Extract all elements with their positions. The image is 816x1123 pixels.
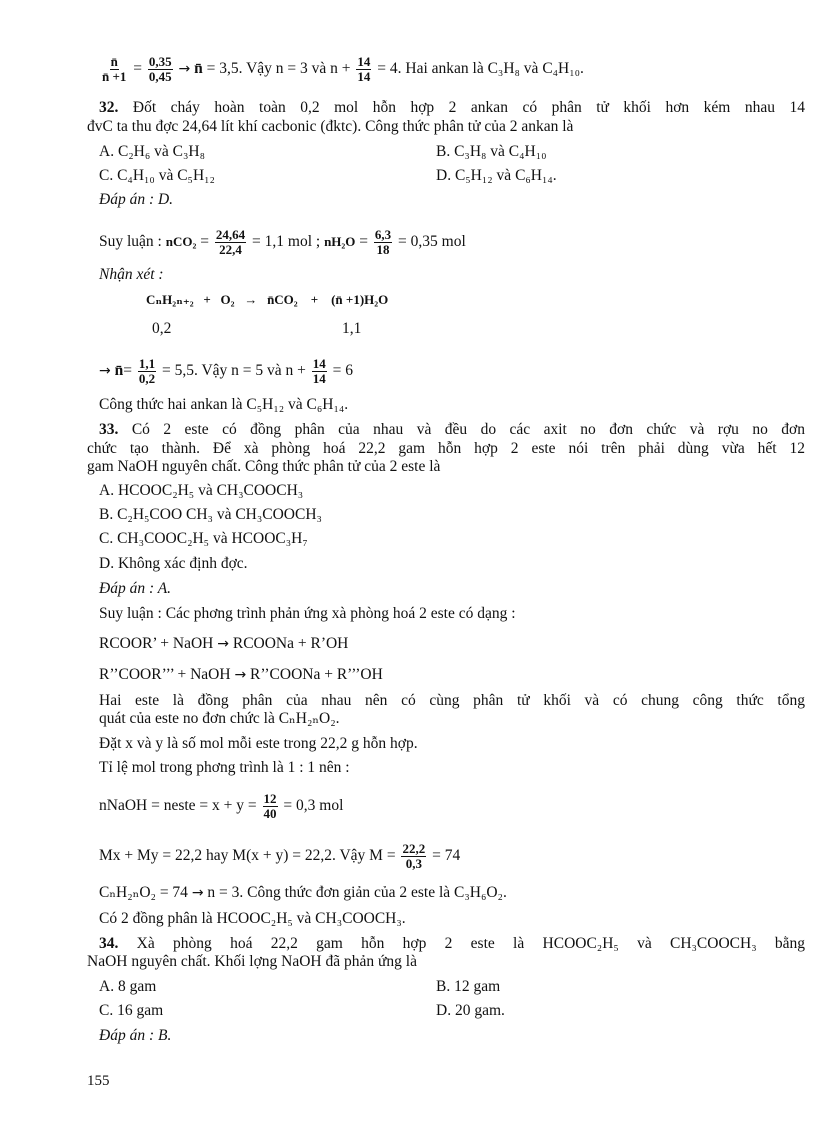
fraction-co2: $\frac{24,64}{22,4}$ — [215, 227, 246, 257]
q34-option-b: B. 12 gam — [436, 978, 501, 995]
q33-reaction1: RCOOR’ + NaOH → RCOONa + R’OH — [99, 635, 349, 652]
q33-question-line3: gam NaOH nguyên chất. Công thức phân tử của 2 este là — [87, 458, 441, 475]
fraction-12-40: $\frac{12}{40}$ — [263, 791, 277, 821]
q32-answer: Đáp án : D. — [99, 191, 174, 208]
q33-suy-luan: Suy luận : Các phơng trình phản ứng xà phòng hoá 2 este có dạng : — [99, 605, 516, 622]
q33-reaction2: R’’COOR’’’ + NaOH → R’’COONa + R’’’OH — [99, 666, 383, 683]
q33-para1-line2: quát của este no đơn chức là CₙH₂ₙO₂. — [99, 710, 340, 727]
q32-coef-right: 1,1 — [342, 320, 362, 337]
q33-option-c: C. CH₃COOC₂H₅ và HCOOC₃H₇ — [99, 530, 308, 547]
q32-option-c: C. C₄H₁₀ và C₅H₁₂ — [99, 167, 215, 184]
fraction-14-14-b: $\frac{14}{14}$ — [312, 356, 326, 386]
q32-nhan-xet: Nhận xét : — [99, 266, 164, 283]
q34-option-c: C. 16 gam — [99, 1002, 164, 1019]
q34-question-line2: NaOH nguyên chất. Khối lợng NaOH đã phản ứng là — [87, 953, 417, 970]
q33-para2: Đặt x và y là số mol mỗi este trong 22,2 g hỗn hợp. — [99, 735, 418, 752]
q32-question-line1: 32. Đốt cháy hoàn toàn 0,2 mol hỗn hợp 2 ankan có phân tử khối hơn kém nhau 14 — [99, 99, 806, 116]
q32-suy-luan: Suy luận : nCO₂ = $\frac{24,64}{22,4}$ = 1,1 mol ; nH₂O = $\frac{6,3}{18}$ = 0,35 mol — [99, 227, 466, 257]
fraction-11-02: $\frac{1,1}{0,2}$ — [138, 356, 156, 386]
intro-equation-line: $\frac{n̄}{n̄ +1}$ = $\frac{0,35}{0,45}$ → n̄ = 3,5. Vậy n = 3 và n + $\frac{14}{14}$ = 4. Hai ankan là C₃H₈ và C₄H₁₀. — [102, 54, 584, 84]
q33-conclusion: Có 2 đồng phân là HCOOC₂H₅ và CH₃COOCH₃. — [99, 910, 406, 927]
q33-mass-line: Mx + My = 22,2 hay M(x + y) = 22,2. Vậy M = $\frac{22,2}{0,3}$ = 74 — [99, 841, 461, 871]
q32-conclusion: Công thức hai ankan là C₅H₁₂ và C₆H₁₄. — [99, 396, 349, 413]
q34-question-line1: 34. Xà phòng hoá 22,2 gam hỗn hợp 2 este là HCOOC₂H₅ và CH₃COOCH₃ bằng — [99, 935, 806, 952]
fraction-h2o: $\frac{6,3}{18}$ — [374, 227, 392, 257]
q33-answer: Đáp án : A. — [99, 580, 172, 597]
q33-question-line1: 33. Có 2 este có đồng phân của nhau và đều do các axit no đơn chức và rợu no đơn — [99, 421, 805, 438]
fraction-035-045: $\frac{0,35}{0,45}$ — [148, 54, 172, 84]
q32-nbar-line: → n̄= $\frac{1,1}{0,2}$ = 5,5. Vậy n = 5 và n + $\frac{14}{14}$ = 6 — [99, 356, 354, 386]
fraction-222-03: $\frac{22,2}{0,3}$ — [402, 841, 426, 871]
q33-option-d: D. Không xác định đợc. — [99, 555, 248, 572]
fraction-nbar: $\frac{n̄}{n̄ +1}$ — [102, 54, 127, 84]
q32-coef-left: 0,2 — [152, 320, 172, 337]
q32-option-d: D. C₅H₁₂ và C₆H₁₄. — [436, 167, 557, 184]
q33-para1-line1: Hai este là đồng phân của nhau nên có cùng phân tử khối và có chung công thức tổng — [99, 692, 805, 709]
q33-question-line2: chức tạo thành. Để xà phòng hoá 22,2 gam hỗn hợp 2 este nói trên phải dùng vừa hết 12 — [87, 440, 805, 457]
page-number: 155 — [87, 1073, 110, 1089]
q32-question-line2: đvC ta thu đợc 24,64 lít khí cacbonic (đktc). Công thức phân tử của 2 ankan là — [87, 118, 574, 135]
q33-para3: Tỉ lệ mol trong phơng trình là 1 : 1 nên : — [99, 759, 350, 776]
q32-option-b: B. C₃H₈ và C₄H₁₀ — [436, 143, 547, 160]
q33-option-a: A. HCOOC₂H₅ và CH₃COOCH₃ — [99, 482, 304, 499]
q33-naoh-line: nNaOH = neste = x + y = $\frac{12}{40}$ = 0,3 mol — [99, 791, 344, 821]
q34-option-d: D. 20 gam. — [436, 1002, 505, 1019]
q33-formula-line: CₙH₂ₙO₂ = 74 → n = 3. Công thức đơn giản của 2 este là C₃H₆O₂. — [99, 884, 507, 901]
fraction-14-14: $\frac{14}{14}$ — [357, 54, 371, 84]
q32-reaction-equation: CₙH₂ₙ₊₂ + O₂ → n̄CO₂ + (n̄ +1)H₂O — [146, 292, 389, 307]
q34-answer: Đáp án : B. — [99, 1027, 172, 1044]
q34-option-a: A. 8 gam — [99, 978, 157, 995]
q33-option-b: B. C₂H₅COO CH₃ và CH₃COOCH₃ — [99, 506, 322, 523]
q32-option-a: A. C₂H₆ và C₃H₈ — [99, 143, 206, 160]
